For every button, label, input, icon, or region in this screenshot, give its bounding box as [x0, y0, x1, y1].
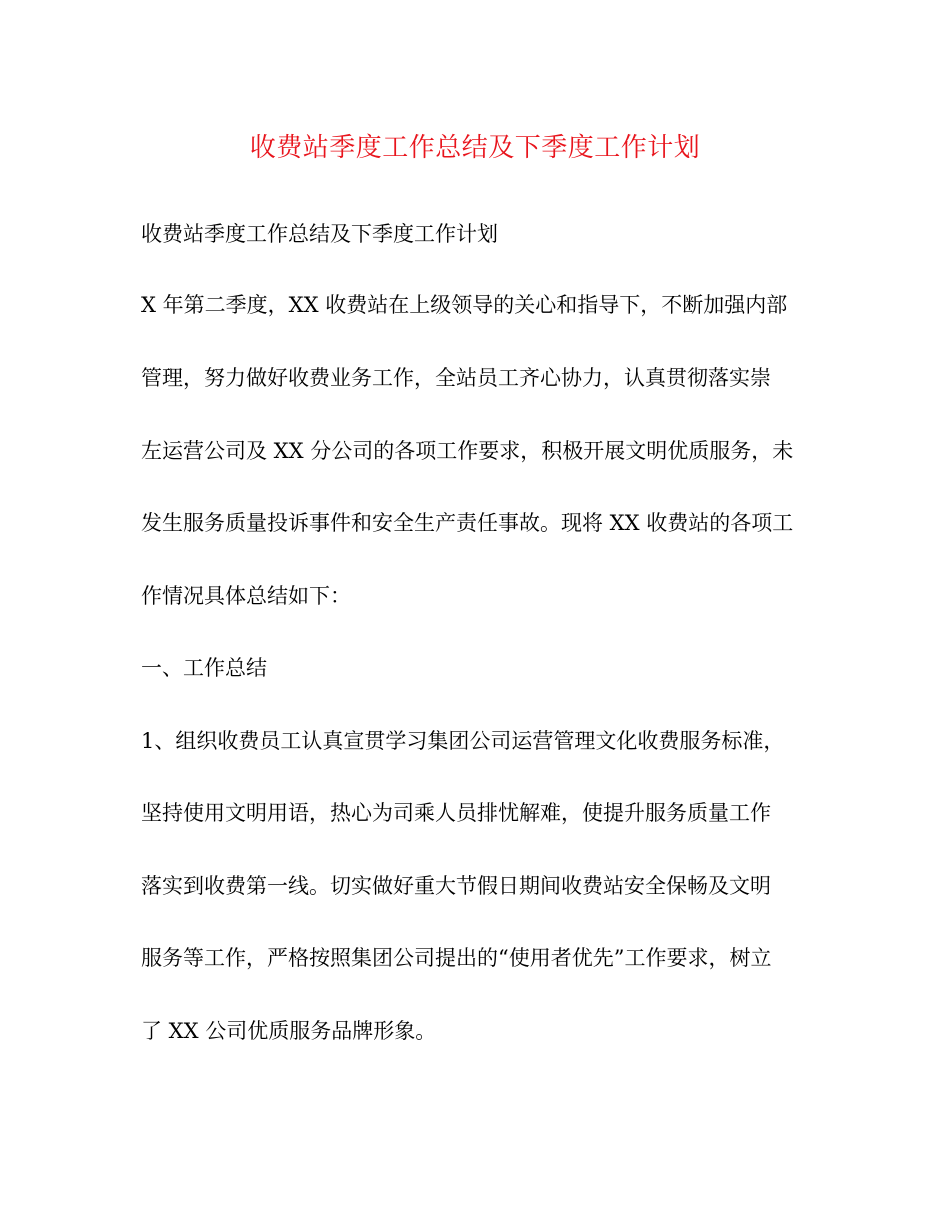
- paragraph-line: 管理，努力做好收费业务工作，全站员工齐心协力，认真贯彻落实崇: [141, 366, 771, 390]
- subtitle-line: 收费站季度工作总结及下季度工作计划: [141, 222, 498, 246]
- paragraph-line: 坚持使用文明用语，热心为司乘人员排忧解难，使提升服务质量工作: [141, 801, 771, 825]
- section-heading: 一、工作总结: [141, 656, 267, 680]
- paragraph-line: 服务等工作，严格按照集团公司提出的“使用者优先”工作要求，树立: [141, 946, 772, 970]
- paragraph-line: 1、组织收费员工认真宣贯学习集团公司运营管理文化收费服务标准，: [141, 729, 785, 753]
- paragraph-line: 作情况具体总结如下：: [141, 584, 351, 608]
- document-title: 收费站季度工作总结及下季度工作计划: [249, 133, 701, 163]
- paragraph-line: 落实到收费第一线。切实做好重大节假日期间收费站安全保畅及文明: [141, 874, 771, 898]
- paragraph-line: 发生服务质量投诉事件和安全生产责任事故。现将 XX 收费站的各项工: [141, 511, 794, 535]
- paragraph-line: 了 XX 公司优质服务品牌形象。: [141, 1019, 437, 1043]
- paragraph-line: X 年第二季度，XX 收费站在上级领导的关心和指导下，不断加强内部: [141, 293, 788, 317]
- paragraph-line: 左运营公司及 XX 分公司的各项工作要求，积极开展文明优质服务，未: [141, 439, 794, 463]
